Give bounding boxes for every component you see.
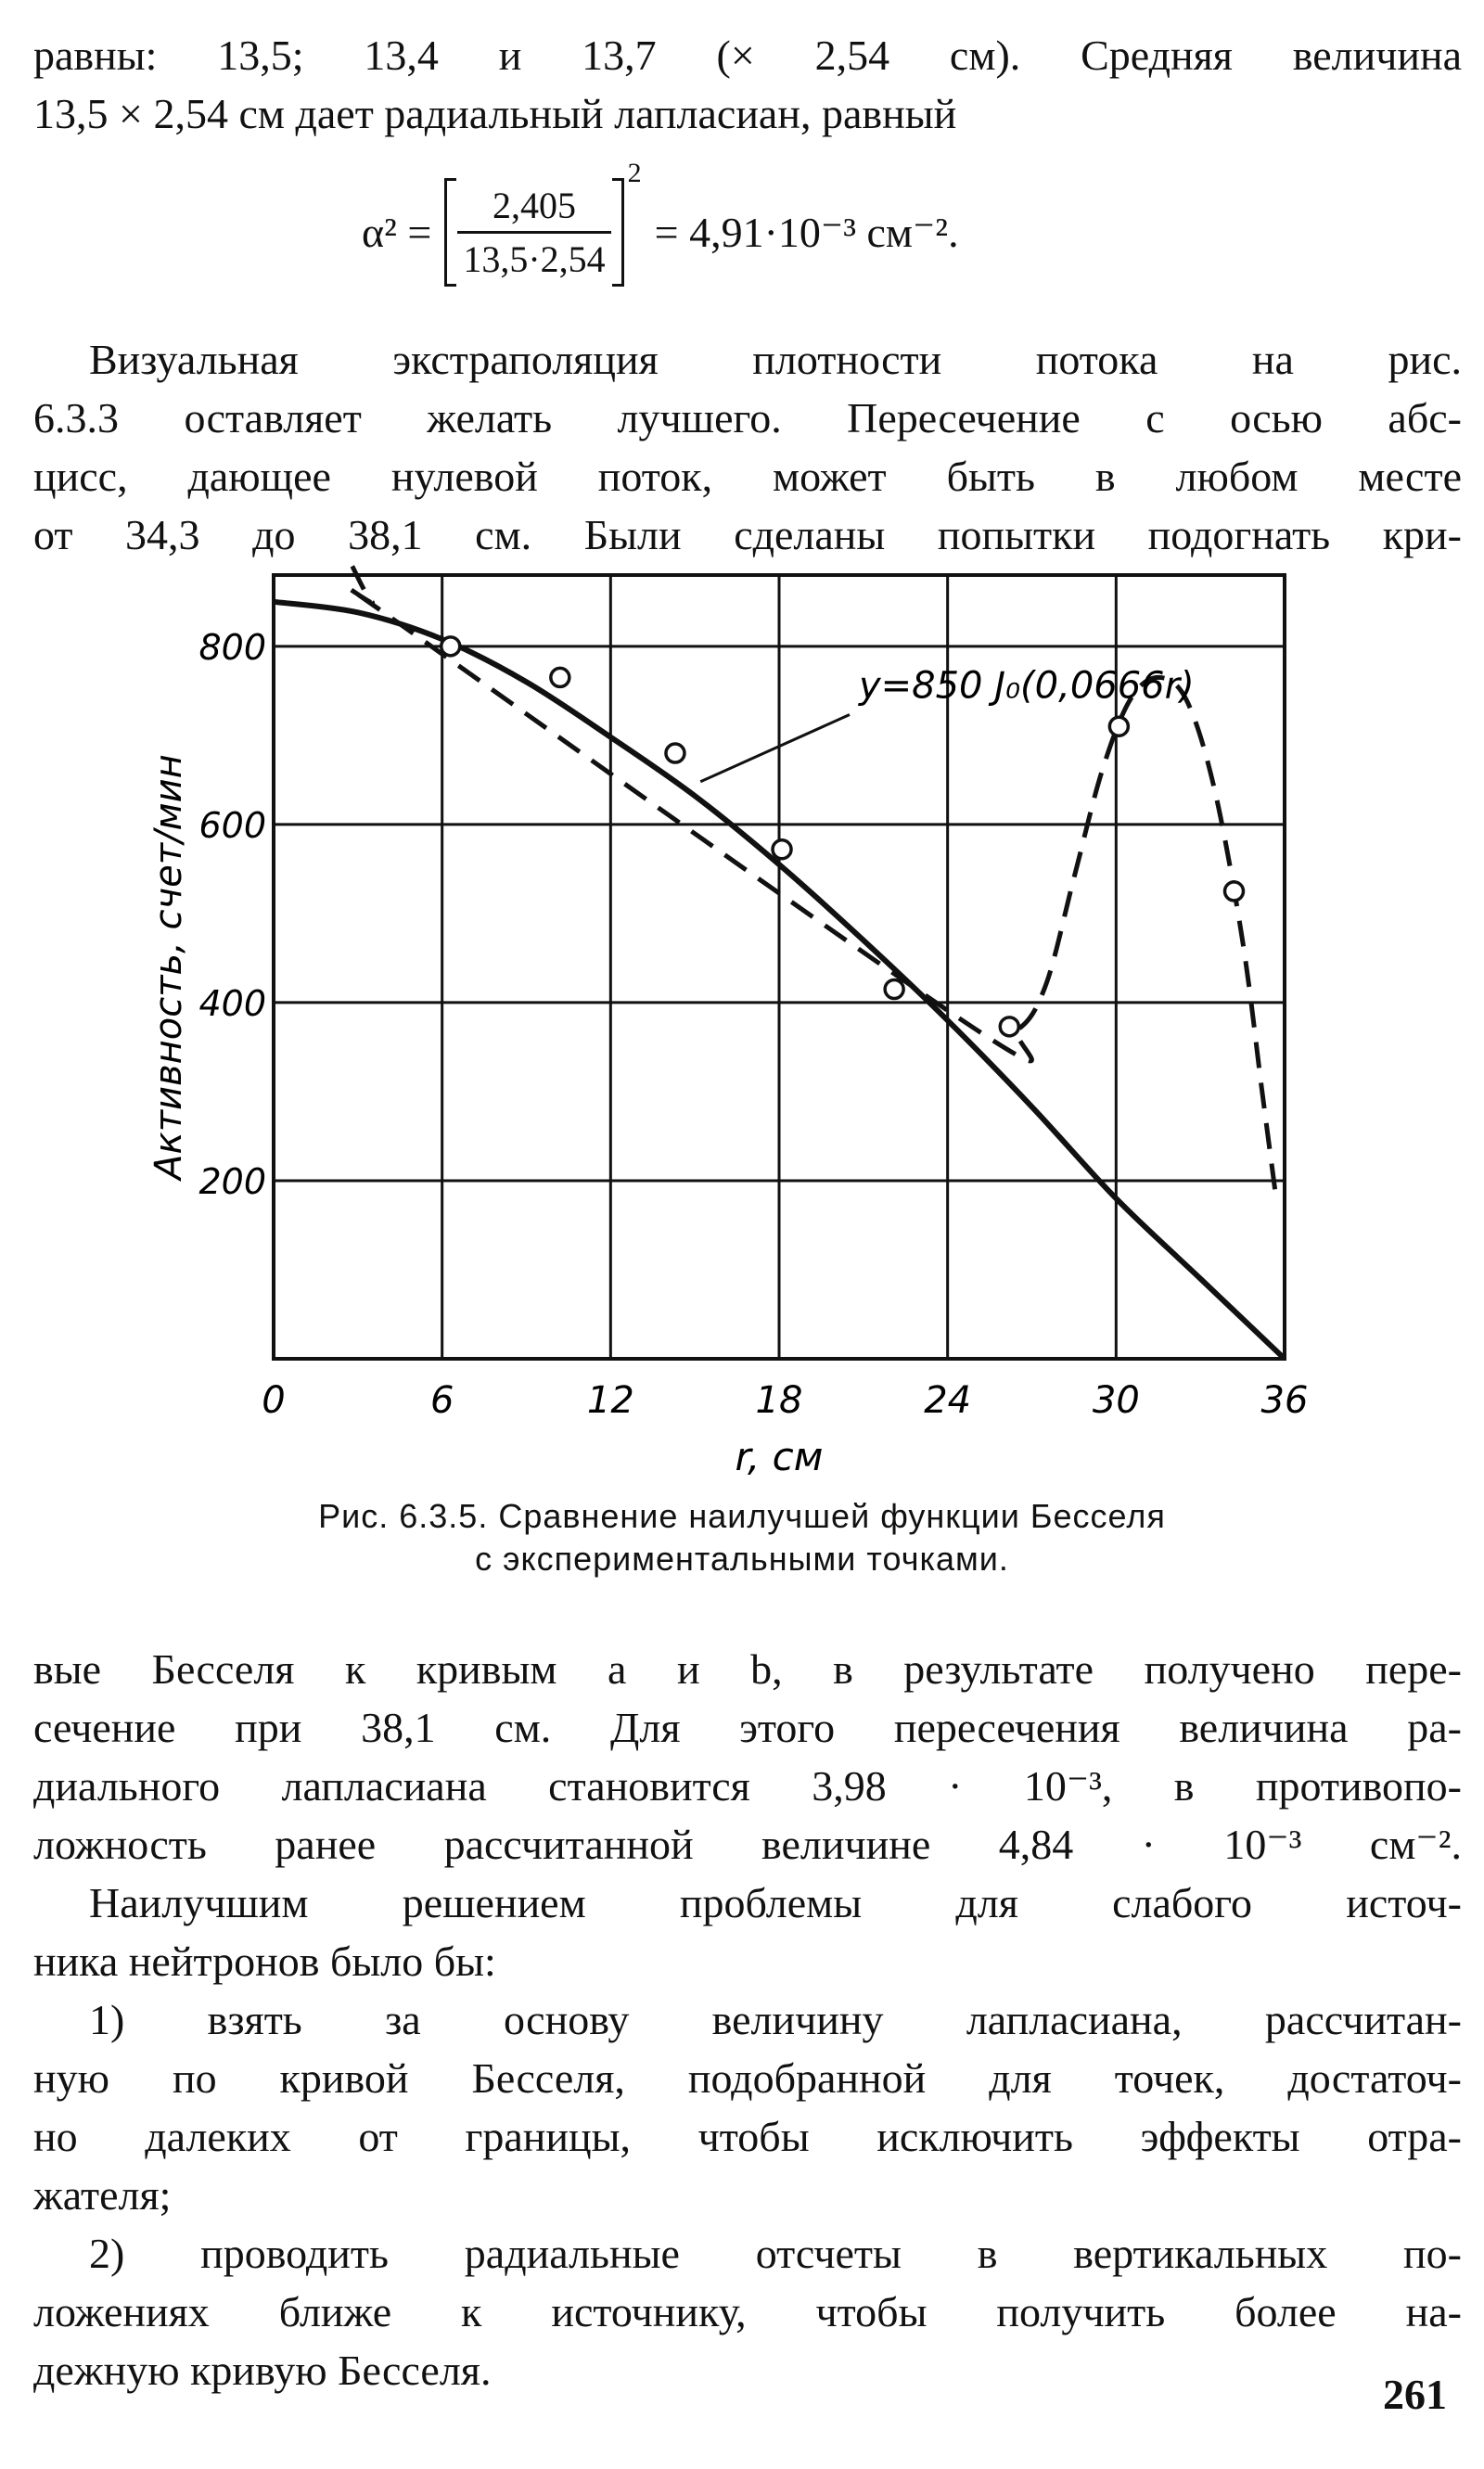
laplacian-formula — [362, 158, 959, 297]
x-tick-label: 18 — [755, 1379, 803, 1422]
paragraph-solution-intro — [33, 1874, 1462, 1990]
formula-numerator: 2,405 — [493, 184, 576, 226]
y-tick-label: 800 — [198, 626, 266, 668]
x-tick-label: 36 — [1260, 1379, 1309, 1422]
data-point — [666, 744, 684, 762]
y-tick-label: 600 — [198, 804, 266, 846]
text-line: Наилучшим решением проблемы для слабого источ- — [89, 1879, 1462, 1926]
text-line: ную по кривой Бесселя, подобранной для точек, достаточ- — [33, 2054, 1462, 2102]
text-line: Визуальная экстраполяция плотности потока на рис. — [89, 336, 1462, 383]
text-line: ложность ранее рассчитанной величине 4,84 · 10⁻³ см⁻². — [33, 1821, 1462, 1868]
text-line: сечение при 38,1 см. Для этого пересечения величина ра- — [33, 1704, 1462, 1751]
formula-rhs: = 4,91·10⁻³ см⁻². — [654, 209, 959, 256]
text-line: вые Бесселя к кривым a и b, в результате получено пере- — [33, 1645, 1462, 1693]
annotation-leader — [700, 715, 850, 782]
x-tick-label: 0 — [262, 1379, 286, 1422]
x-tick-label: 24 — [924, 1379, 972, 1422]
formula-fraction — [457, 184, 610, 281]
text-line: 2) проводить радиальные отсчеты в вертикальных по- — [89, 2230, 1462, 2277]
text-line: жателя; — [33, 2171, 172, 2219]
x-tick-label: 12 — [586, 1379, 634, 1422]
text-line: но далеких от границы, чтобы исключить эффекты отра- — [33, 2113, 1462, 2160]
caption-line: с экспериментальными точками. — [475, 1540, 1009, 1578]
data-point — [1000, 1017, 1018, 1036]
text-line: 6.3.3 оставляет желать лучшего. Пересечение с осью абс- — [33, 394, 1462, 441]
chart-labels — [147, 627, 1308, 1479]
list-item-1 — [33, 1990, 1462, 2224]
text-line: диального лапласиана становится 3,98 · 10⁻³, в противопо- — [33, 1762, 1462, 1810]
data-point — [551, 668, 569, 686]
data-point — [773, 840, 791, 859]
text-line: 1) взять за основу величину лапласиана, рассчитан- — [89, 1996, 1462, 2043]
text-line: дежную кривую Бесселя. — [33, 2347, 492, 2394]
bessel-formula-annotation: y=850 J₀(0,0666r) — [858, 664, 1195, 708]
figure-caption — [139, 1495, 1345, 1580]
data-point — [1109, 717, 1128, 736]
formula-bracket — [444, 184, 623, 281]
bessel-comparison-chart — [0, 556, 1484, 1484]
list-item-2 — [33, 2224, 1462, 2399]
text-line: 13,5 × 2,54 см дает радиальный лапласиан, равный — [33, 90, 957, 137]
formula-exponent: 2 — [627, 158, 642, 188]
x-tick-label: 30 — [1092, 1379, 1140, 1422]
text-line: от 34,3 до 38,1 см. Были сделаны попытки подогнать кри- — [33, 511, 1462, 558]
paragraph-bessel-fit — [33, 1640, 1462, 1874]
formula-denominator: 13,5·2,54 — [457, 231, 610, 281]
paragraph-intro — [33, 26, 1462, 143]
paragraph-extrapolation — [33, 330, 1462, 564]
x-tick-label: 6 — [429, 1379, 454, 1422]
data-point — [441, 637, 460, 656]
page-number: 261 — [1383, 2371, 1447, 2418]
x-axis-label: r, см — [735, 1434, 824, 1479]
text-line: ника нейтронов было бы: — [33, 1938, 496, 1985]
text-line: цисс, дающее нулевой поток, может быть в любом месте — [33, 453, 1462, 500]
text-line: ложениях ближе к источнику, чтобы получить более на- — [33, 2288, 1462, 2335]
caption-line: Рис. 6.3.5. Сравнение наилучшей функции Бесселя — [318, 1497, 1166, 1535]
y-tick-label: 400 — [198, 982, 266, 1024]
y-axis-label: Активность, счет/мин — [147, 754, 190, 1180]
data-point — [1225, 882, 1244, 901]
data-point — [885, 980, 903, 999]
text-line: равны: 13,5; 13,4 и 13,7 (× 2,54 см). Средняя величина — [33, 32, 1462, 79]
y-tick-label: 200 — [198, 1160, 266, 1202]
formula-lhs: α² = — [362, 208, 432, 256]
